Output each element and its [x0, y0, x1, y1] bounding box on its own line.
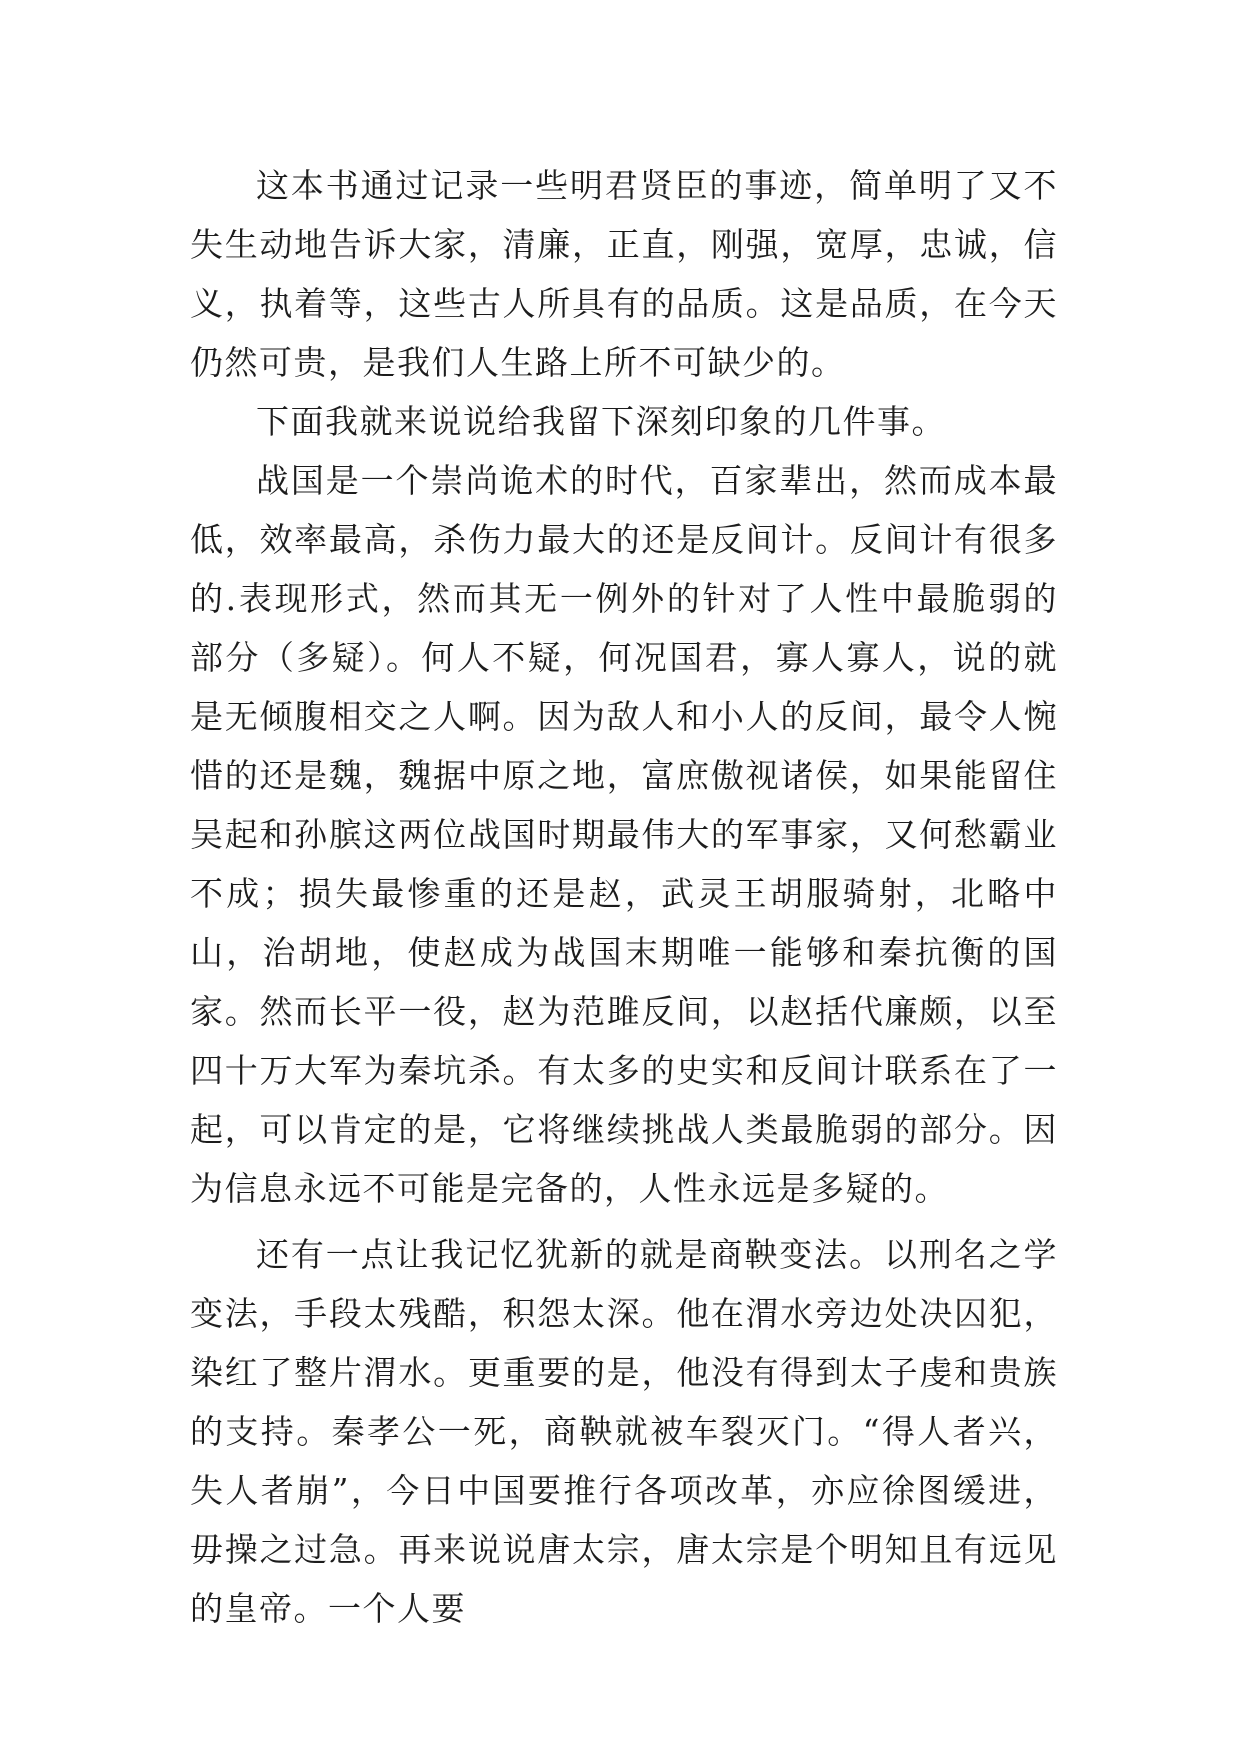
paragraph-intro: 这本书通过记录一些明君贤臣的事迹，简单明了又不失生动地告诉大家，清廉，正直，刚强，宽厚，忠诚，信义，执着等，这些古人所具有的品质。这是品质，在今天仍然可贵，是我们人生路上所不可缺少的。 [190, 166, 1058, 382]
paragraph-transition: 下面我就来说说给我留下深刻印象的几件事。 [256, 402, 946, 441]
document-body [190, 156, 1058, 1638]
paragraph-warring-states: 战国是一个崇尚诡术的时代，百家辈出，然而成本最低，效率最高，杀伤力最大的还是反间计。反间计有很多的.表现形式，然而其无一例外的针对了人性中最脆弱的部分（多疑）。何人不疑，何况国君，寡人寡人，说的就是无倾腹相交之人啊。因为敌人和小人的反间，最令人惋惜的还是魏，魏据中原之地，富庶傲视诸侯，如果能留住吴起和孙膑这两位战国时期最伟大的军事家，又何愁霸业不成；损失最惨重的还是赵，武灵王胡服骑射，北略中山，治胡地，使赵成为战国末期唯一能够和秦抗衡的国家。然而长平一役，赵为范雎反间，以赵括代廉颇，以至四十万大军为秦坑杀。有太多的史实和反间计联系在了一起，可以肯定的是，它将继续挑战人类最脆弱的部分。因为信息永远不可能是完备的，人性永远是多疑的。 [190, 461, 1058, 1208]
paragraph-shang-yang: 还有一点让我记忆犹新的就是商鞅变法。以刑名之学变法，手段太残酷，积怨太深。他在渭水旁边处决囚犯，染红了整片渭水。更重要的是，他没有得到太子虔和贵族的支持。秦孝公一死，商鞅就被车裂灭门。“得人者兴，失人者崩”，今日中国要推行各项改革，亦应徐图缓进，毋操之过急。再来说说唐太宗，唐太宗是个明知且有远见的皇帝。一个人要 [190, 1235, 1058, 1628]
